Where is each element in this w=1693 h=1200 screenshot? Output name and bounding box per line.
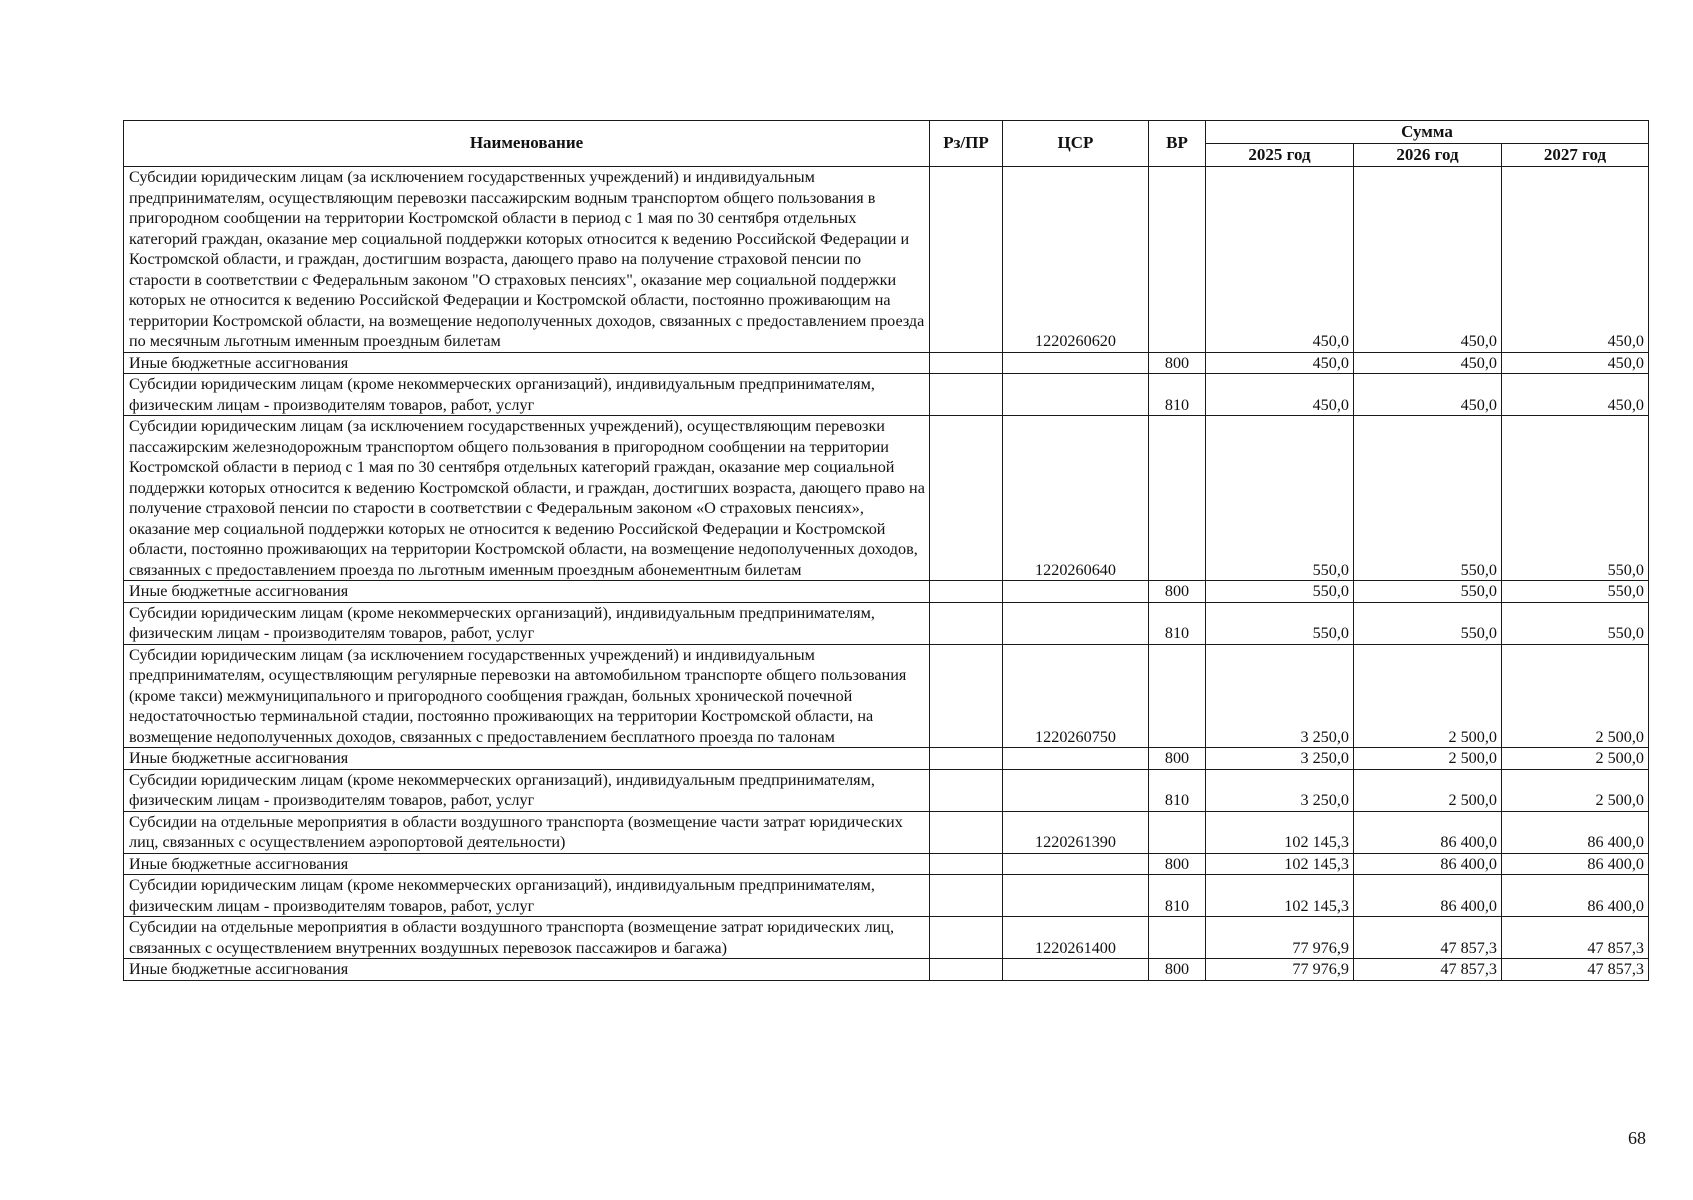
- cell-name: Субсидии юридическим лицам (кроме некоммерческих организаций), индивидуальным предпринимателям, физическим лицам - производителям товаров, работ, услуг: [124, 875, 930, 917]
- cell-2027: 450,0: [1502, 374, 1649, 416]
- cell-name: Иные бюджетные ассигнования: [124, 748, 930, 770]
- cell-csr: [1003, 769, 1149, 811]
- cell-2025: 102 145,3: [1206, 853, 1354, 875]
- cell-vr: [1149, 917, 1206, 959]
- table-row: [124, 352, 1649, 374]
- cell-vr: 800: [1149, 853, 1206, 875]
- cell-rz-pr: [930, 416, 1003, 581]
- cell-rz-pr: [930, 352, 1003, 374]
- cell-csr: 1220260750: [1003, 644, 1149, 748]
- cell-vr: 810: [1149, 875, 1206, 917]
- cell-vr: [1149, 167, 1206, 353]
- cell-2027: 86 400,0: [1502, 811, 1649, 853]
- cell-name: Субсидии на отдельные мероприятия в области воздушного транспорта (возмещение части затрат юридических лиц, связанных с осуществлением аэропортовой деятельности): [124, 811, 930, 853]
- page-number: 68: [1628, 1128, 1646, 1148]
- cell-rz-pr: [930, 769, 1003, 811]
- cell-2026: 550,0: [1354, 416, 1502, 581]
- cell-2027: 47 857,3: [1502, 917, 1649, 959]
- cell-name: Субсидии юридическим лицам (кроме некоммерческих организаций), индивидуальным предпринимателям, физическим лицам - производителям товаров, работ, услуг: [124, 769, 930, 811]
- cell-vr: [1149, 644, 1206, 748]
- cell-2027: 450,0: [1502, 352, 1649, 374]
- header-rz-pr: Рз/ПР: [930, 121, 1003, 167]
- cell-2026: 86 400,0: [1354, 875, 1502, 917]
- cell-2026: 86 400,0: [1354, 853, 1502, 875]
- cell-2025: 102 145,3: [1206, 811, 1354, 853]
- cell-2027: 550,0: [1502, 416, 1649, 581]
- cell-2026: 47 857,3: [1354, 959, 1502, 981]
- cell-csr: 1220261400: [1003, 917, 1149, 959]
- cell-rz-pr: [930, 748, 1003, 770]
- cell-2025: 77 976,9: [1206, 959, 1354, 981]
- cell-2027: 86 400,0: [1502, 853, 1649, 875]
- cell-2025: 3 250,0: [1206, 748, 1354, 770]
- cell-csr: [1003, 875, 1149, 917]
- header-year-2027: 2027 год: [1502, 144, 1649, 167]
- cell-vr: [1149, 811, 1206, 853]
- cell-name: Субсидии юридическим лицам (за исключением государственных учреждений) и индивидуальным предпринимателям, осуществляющим перевозки пассажирским водным транспортом общего пользования в пригородном сообщении на территории Костромской области в период с 1 мая по 30 сентября отдельных категорий граждан, оказание мер социальной поддержки которых относится к ведению Российской Федерации и Костромской области, и граждан, достигшим возраста, дающего право на получение страховой пенсии по старости в соответствии с Федеральным законом "О страховых пенсиях", оказание мер социальной поддержки которых не относится к ведению Российской Федерации и Костромской области, постоянно проживающим на территории Костромской области, на возмещение недополученных доходов, связанных с предоставлением проезда по месячным льготным именным проездным билетам: [124, 167, 930, 353]
- table-row: [124, 959, 1649, 981]
- cell-vr: 800: [1149, 959, 1206, 981]
- cell-rz-pr: [930, 374, 1003, 416]
- cell-2025: 550,0: [1206, 416, 1354, 581]
- cell-2027: 2 500,0: [1502, 769, 1649, 811]
- header-vr: ВР: [1149, 121, 1206, 167]
- budget-table: [123, 120, 1649, 981]
- cell-2026: 550,0: [1354, 602, 1502, 644]
- cell-csr: [1003, 352, 1149, 374]
- table-row: [124, 917, 1649, 959]
- cell-csr: [1003, 602, 1149, 644]
- cell-csr: [1003, 748, 1149, 770]
- table-row: [124, 581, 1649, 603]
- cell-rz-pr: [930, 602, 1003, 644]
- table-body: [124, 167, 1649, 981]
- cell-2026: 450,0: [1354, 374, 1502, 416]
- cell-2027: 2 500,0: [1502, 748, 1649, 770]
- header-year-2025: 2025 год: [1206, 144, 1354, 167]
- cell-2026: 450,0: [1354, 352, 1502, 374]
- header-csr: ЦСР: [1003, 121, 1149, 167]
- cell-rz-pr: [930, 959, 1003, 981]
- cell-rz-pr: [930, 875, 1003, 917]
- cell-rz-pr: [930, 811, 1003, 853]
- cell-vr: 810: [1149, 374, 1206, 416]
- cell-2025: 450,0: [1206, 352, 1354, 374]
- cell-vr: 810: [1149, 769, 1206, 811]
- cell-csr: 1220260640: [1003, 416, 1149, 581]
- cell-2025: 450,0: [1206, 374, 1354, 416]
- cell-name: Иные бюджетные ассигнования: [124, 853, 930, 875]
- cell-vr: 800: [1149, 352, 1206, 374]
- cell-name: Субсидии юридическим лицам (за исключением государственных учреждений), осуществляющим перевозки пассажирским железнодорожным транспортом общего пользования в пригородном сообщении на территории Костромской области в период с 1 мая по 30 сентября отдельных категорий граждан, оказание мер социальной поддержки которых относится к ведению Костромской области, и граждан, достигших возраста, дающего право на получение страховой пенсии по старости в соответствии с Федеральным законом «О страховых пенсиях», оказание мер социальной поддержки которых не относится к ведению Российской Федерации и Костромской области, постоянно проживающих на территории Костромской области, на возмещение недополученных доходов, связанных с предоставлением проезда по льготным именным проездным абонементным билетам: [124, 416, 930, 581]
- table-row: [124, 748, 1649, 770]
- cell-2025: 77 976,9: [1206, 917, 1354, 959]
- cell-csr: 1220260620: [1003, 167, 1149, 353]
- header-year-2026: 2026 год: [1354, 144, 1502, 167]
- cell-vr: 800: [1149, 748, 1206, 770]
- header-sum: Сумма: [1206, 121, 1649, 144]
- cell-rz-pr: [930, 853, 1003, 875]
- cell-csr: [1003, 959, 1149, 981]
- cell-vr: [1149, 416, 1206, 581]
- cell-2025: 102 145,3: [1206, 875, 1354, 917]
- cell-name: Иные бюджетные ассигнования: [124, 352, 930, 374]
- cell-rz-pr: [930, 644, 1003, 748]
- cell-2025: 450,0: [1206, 167, 1354, 353]
- cell-csr: [1003, 374, 1149, 416]
- cell-csr: [1003, 853, 1149, 875]
- cell-rz-pr: [930, 917, 1003, 959]
- cell-2027: 2 500,0: [1502, 644, 1649, 748]
- cell-2025: 550,0: [1206, 581, 1354, 603]
- cell-2025: 550,0: [1206, 602, 1354, 644]
- table-row: [124, 875, 1649, 917]
- cell-2026: 2 500,0: [1354, 644, 1502, 748]
- cell-name: Субсидии юридическим лицам (кроме некоммерческих организаций), индивидуальным предпринимателям, физическим лицам - производителям товаров, работ, услуг: [124, 374, 930, 416]
- cell-name: Иные бюджетные ассигнования: [124, 581, 930, 603]
- table-row: [124, 416, 1649, 581]
- cell-name: Субсидии юридическим лицам (за исключением государственных учреждений) и индивидуальным предпринимателям, осуществляющим регулярные перевозки на автомобильном транспорте общего пользования (кроме такси) межмуниципального и пригородного сообщения граждан, больных хронической почечной недостаточностью терминальной стадии, постоянно проживающих на территории Костромской области, на возмещение недополученных доходов, связанных с предоставлением бесплатного проезда по талонам: [124, 644, 930, 748]
- table-row: [124, 374, 1649, 416]
- cell-2026: 86 400,0: [1354, 811, 1502, 853]
- table-row: [124, 811, 1649, 853]
- cell-2025: 3 250,0: [1206, 644, 1354, 748]
- cell-csr: 1220261390: [1003, 811, 1149, 853]
- cell-2025: 3 250,0: [1206, 769, 1354, 811]
- table-row: [124, 769, 1649, 811]
- cell-2027: 550,0: [1502, 581, 1649, 603]
- cell-name: Субсидии на отдельные мероприятия в области воздушного транспорта (возмещение затрат юридических лиц, связанных с осуществлением внутренних воздушных перевозок пассажиров и багажа): [124, 917, 930, 959]
- cell-rz-pr: [930, 167, 1003, 353]
- cell-csr: [1003, 581, 1149, 603]
- cell-2027: 47 857,3: [1502, 959, 1649, 981]
- cell-2027: 450,0: [1502, 167, 1649, 353]
- cell-name: Иные бюджетные ассигнования: [124, 959, 930, 981]
- cell-vr: 810: [1149, 602, 1206, 644]
- cell-vr: 800: [1149, 581, 1206, 603]
- table-row: [124, 602, 1649, 644]
- table-row: [124, 644, 1649, 748]
- cell-2026: 450,0: [1354, 167, 1502, 353]
- cell-2026: 550,0: [1354, 581, 1502, 603]
- cell-rz-pr: [930, 581, 1003, 603]
- table-row: [124, 167, 1649, 353]
- cell-2026: 2 500,0: [1354, 769, 1502, 811]
- table-row: [124, 853, 1649, 875]
- cell-2027: 86 400,0: [1502, 875, 1649, 917]
- cell-2027: 550,0: [1502, 602, 1649, 644]
- header-name: Наименование: [124, 121, 930, 167]
- cell-name: Субсидии юридическим лицам (кроме некоммерческих организаций), индивидуальным предпринимателям, физическим лицам - производителям товаров, работ, услуг: [124, 602, 930, 644]
- cell-2026: 2 500,0: [1354, 748, 1502, 770]
- cell-2026: 47 857,3: [1354, 917, 1502, 959]
